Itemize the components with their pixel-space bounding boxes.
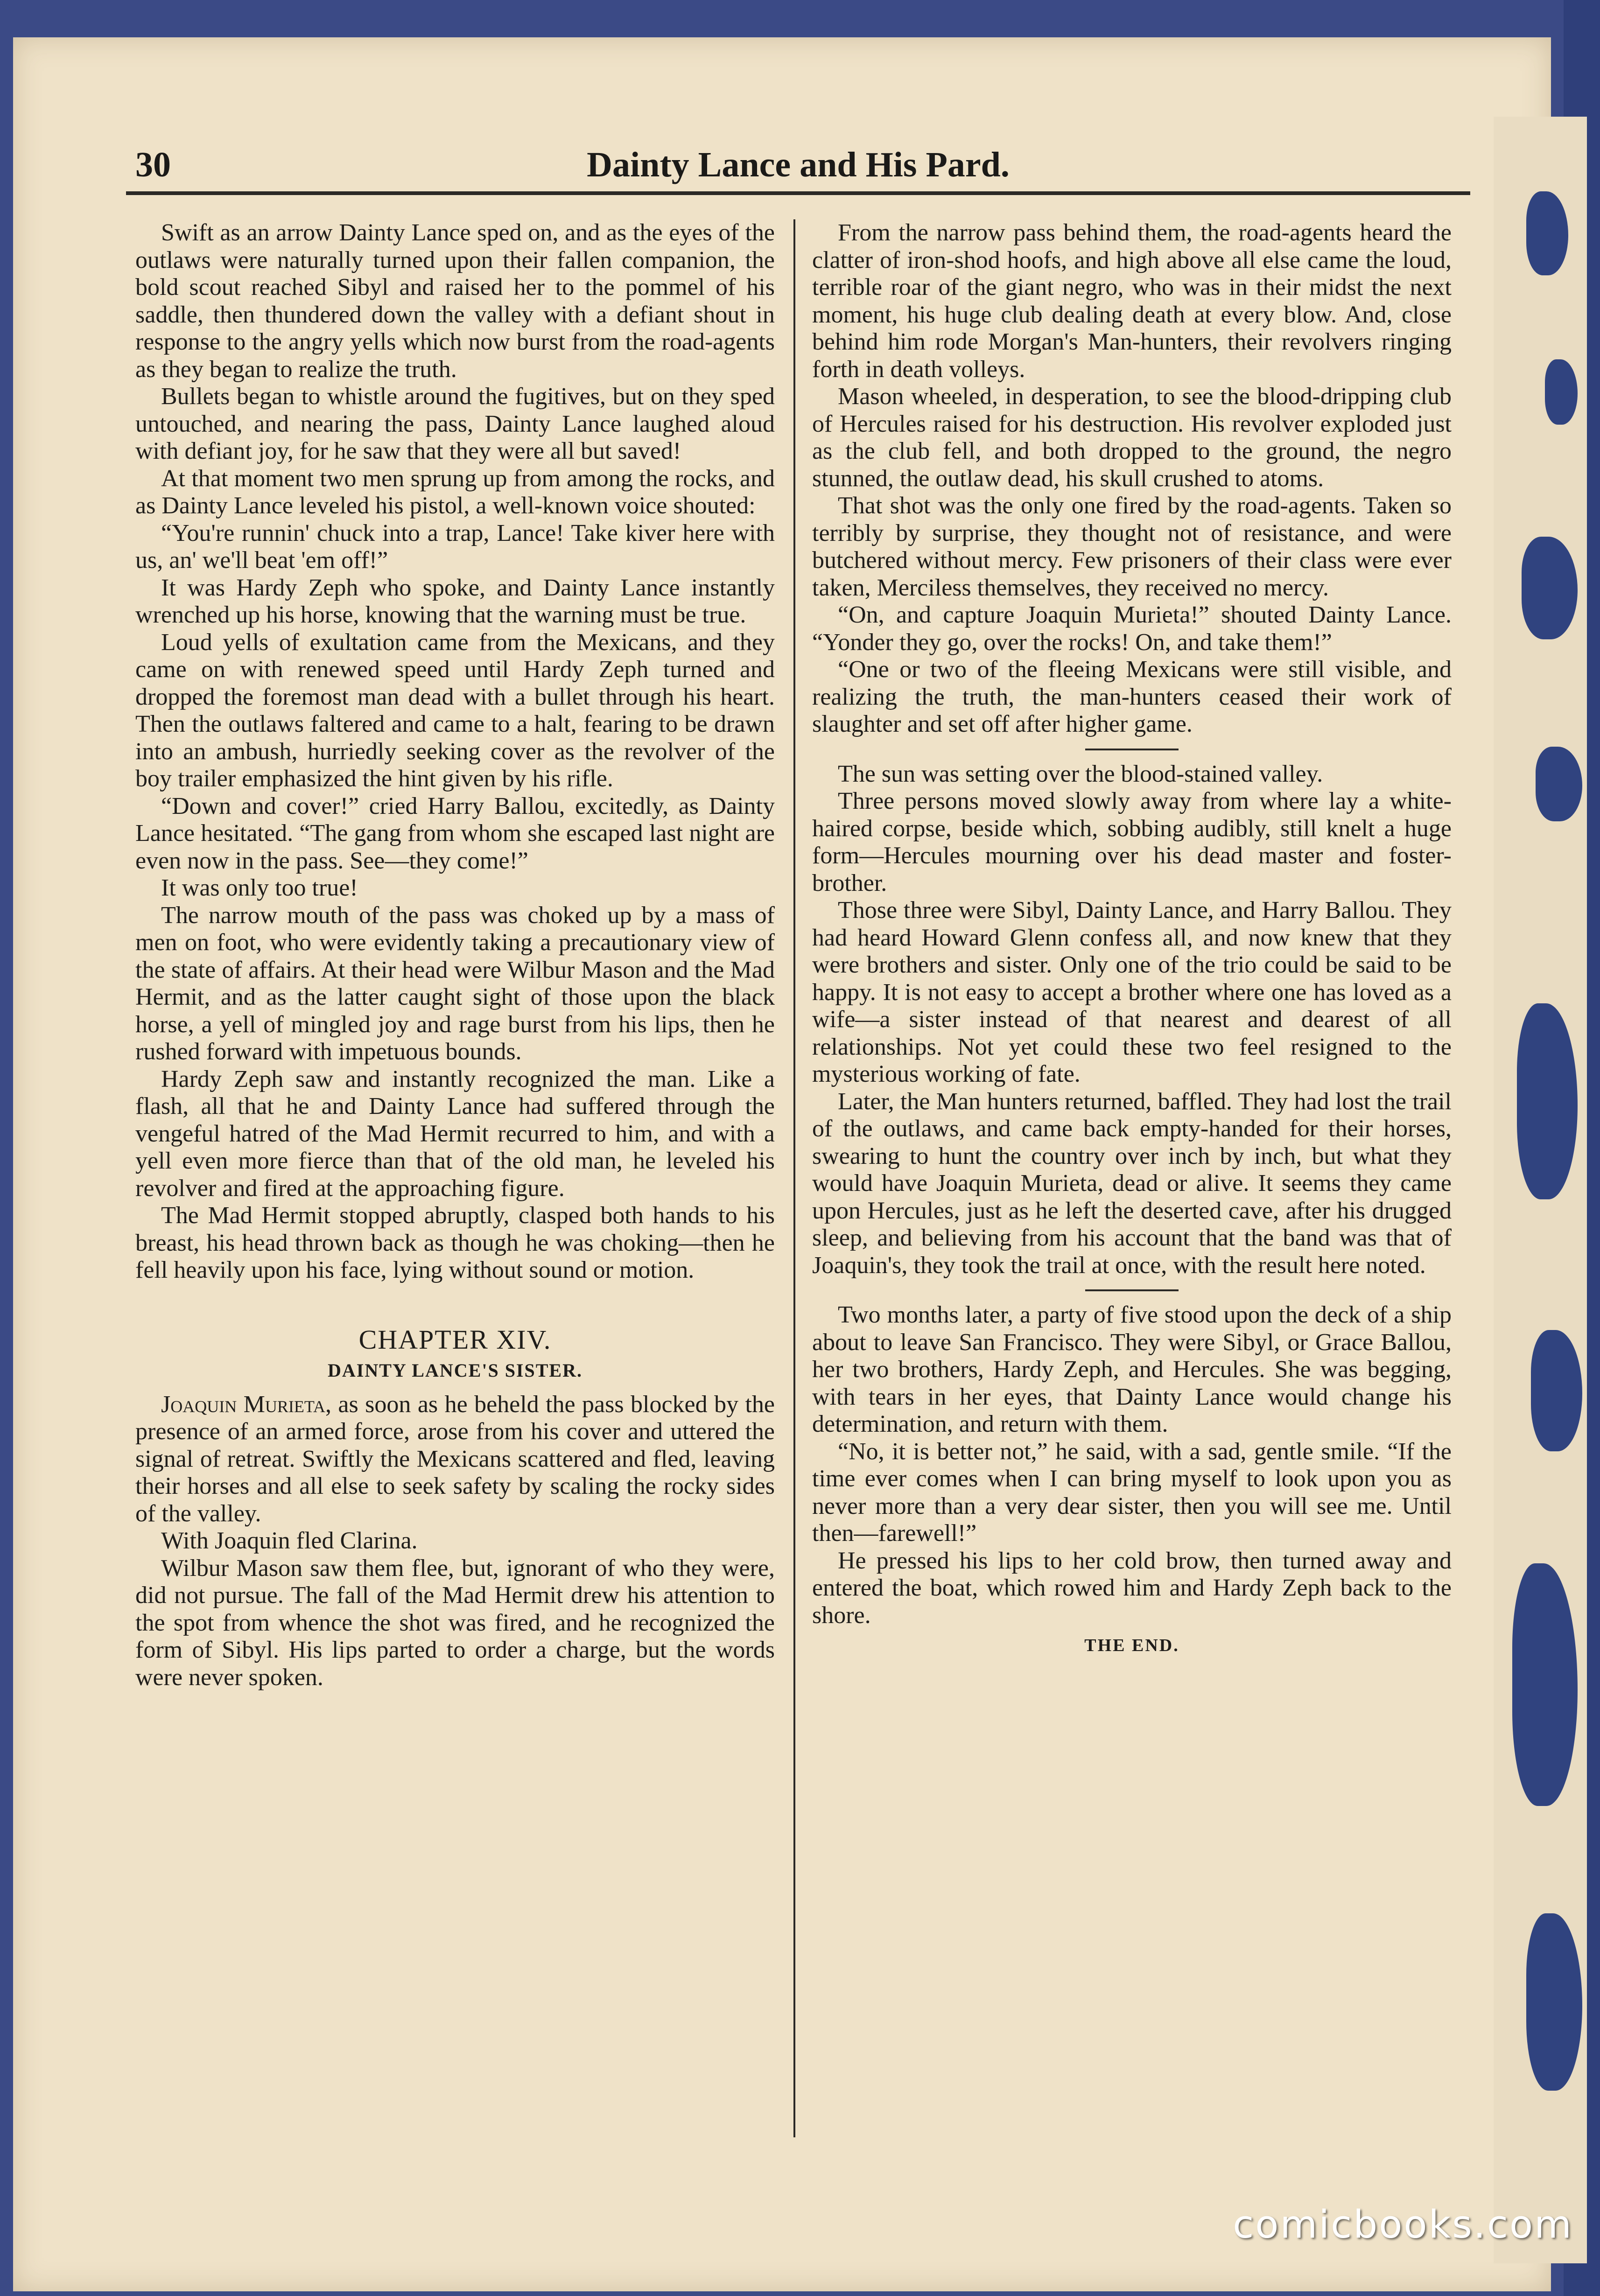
paragraph: “One or two of the fleeing Mexicans were still visible, and realizing the truth, the man-hunters ceased their work of slaughter and set off after higher game. [812,656,1452,737]
paragraph: “No, it is better not,” he said, with a sad, gentle smile. “If the time ever comes when I can bring myself to look upon you as never more than a very dear sister, then you will see me. Until then—farewell!” [812,1438,1452,1547]
right-column [812,219,1452,2142]
section-separator [1085,1289,1179,1291]
chapter-lead-words: Joaquin Murieta, [161,1391,331,1418]
paragraph: The sun was setting over the blood-stained valley. [838,760,1323,787]
paragraph: With Joaquin fled Clarina. [161,1527,418,1554]
site-watermark: comicbooks.com [1233,2203,1573,2247]
running-title: Dainty Lance and His Pard. [587,145,1010,184]
paragraph: Mason wheeled, in desperation, to see the blood-dripping club of Hercules raised for his destruction. His revolver exploded just as the club fell, and both dropped to the ground, the negro stunned, the outlaw dead, his skull crushed to atoms. [812,383,1452,492]
left-column [135,219,775,2142]
chapter-opening-text: as soon as he beheld the pass blocked by the presence of an armed force, arose from his cover and uttered the signal of retreat. Swiftly the Mexicans scattered and fled, leaving their horses and all else to seek safety by scaling the rocky sides of the valley. [135,1391,775,1527]
paragraph: The narrow mouth of the pass was choked up by a mass of men on foot, who were evidently taking a precautionary view of the state of affairs. At their head were Wilbur Mason and the Mad Hermit, and as the latter caught sight of those upon the black horse, a yell of mingled joy and rage burst from his lips, then he rushed forward with impetuous bounds. [135,902,775,1065]
paragraph: Two months later, a party of five stood upon the deck of a ship about to leave San Francisco. They were Sibyl, or Grace Ballou, her two brothers, Hardy Zeph, and Hercules. She was begging, with tears in her eyes, that Dainty Lance would change his determination, and return with them. [812,1302,1452,1437]
the-end-mark: THE END. [1084,1636,1179,1655]
paragraph: Swift as an arrow Dainty Lance sped on, and as the eyes of the outlaws were naturally turned upon their fallen companion, the bold scout reached Sibyl and raised her to the pommel of his saddle, then thundered down the valley with a defiant shout in response to the angry yells which now burst from the road-agents as they began to realize the truth. [135,219,775,383]
page-header [126,135,1470,191]
column-divider [793,219,795,2137]
paragraph: “You're runnin' chuck into a trap, Lance! Take kiver here with us, an' we'll beat 'em off!” [135,519,775,574]
paragraph: It was only too true! [161,875,358,901]
paragraph: He pressed his lips to her cold brow, then turned away and entered the boat, which rowed him and Hardy Zeph back to the shore. [812,1547,1452,1629]
torn-page-edge [1494,117,1587,2263]
paragraph: Loud yells of exultation came from the Mexicans, and they came on with renewed speed until Hardy Zeph turned and dropped the foremost man dead with a bullet through his heart. Then the outlaws faltered and came to a halt, fearing to be drawn into an ambush, hurriedly seeking cover as the revolver of the boy trailer emphasized the hint given by his rifle. [135,629,775,792]
paragraph: That shot was the only one fired by the road-agents. Taken so terribly by surprise, they thought not of resistance, and were butchered without mercy. Few prisoners of their class were ever taken, Merciless themselves, they received no mercy. [812,492,1452,601]
paragraph: Later, the Man hunters returned, baffled. They had lost the trail of the outlaws, and came back empty-handed for their horses, swearing to hunt the country over inch by inch, but what they would have Joaquin Murieta, dead or alive. It seems they came upon Hercules, just as he left the deserted cave, after his drugged sleep, and believing from his account that the band was that of Joaquin's, they took the trail at once, with the result here noted. [812,1088,1452,1279]
paragraph: “On, and capture Joaquin Murieta!” shouted Dainty Lance. “Yonder they go, over the rocks! On, and take them!” [812,602,1452,656]
paragraph: The Mad Hermit stopped abruptly, clasped both hands to his breast, his head thrown back as though he was choking—then he fell heavily upon his face, lying without sound or motion. [135,1202,775,1283]
paragraph: Wilbur Mason saw them flee, but, ignorant of who they were, did not pursue. The fall of the Mad Hermit drew his attention to the spot from whence the shot was fired, and he recognized the form of Sibyl. His lips parted to order a charge, but the words were never spoken. [135,1554,775,1691]
paragraph: Hardy Zeph saw and instantly recognized the man. Like a flash, all that he and Dainty Lance had suffered through the vengeful hatred of the Mad Hermit recurred to him, and with a yell even more fierce than that of the old man, he leveled his revolver and fired at the approaching figure. [135,1065,775,1202]
header-rule [126,191,1470,195]
section-separator [1085,749,1179,750]
paragraph: It was Hardy Zeph who spoke, and Dainty Lance instantly wrenched up his horse, knowing that the warning must be true. [135,574,775,628]
chapter-subtitle: DAINTY LANCE'S SISTER. [328,1360,582,1381]
paragraph: From the narrow pass behind them, the road-agents heard the clatter of iron-shod hoofs, and high above all else came the loud, terrible roar of the giant negro, who was in their midst the next moment, his huge club dealing death at every blow. And, close behind him rode Morgan's Man-hunters, their revolvers ringing forth in death volleys. [812,219,1452,383]
paragraph: Those three were Sibyl, Dainty Lance, and Harry Ballou. They had heard Howard Glenn confess all, and now knew that they were brothers and sister. Only one of the trio could be said to be happy. It is not easy to accept a brother where one has loved as a wife—a sister instead of that nearest and dearest of all relationships. Not yet could these two feel resigned to the mysterious working of fate. [812,897,1452,1087]
chapter-opening-paragraph [135,1391,775,1528]
chapter-heading: CHAPTER XIV. [358,1324,552,1355]
paragraph: Three persons moved slowly away from where lay a white-haired corpse, beside which, sobbing audibly, still knelt a huge form—Hercules mourning over his dead master and foster-brother. [812,788,1452,896]
paragraph: “Down and cover!” cried Harry Ballou, excitedly, as Dainty Lance hesitated. “The gang from whom she escaped last night are even now in the pass. See—they come!” [135,792,775,874]
paragraph: Bullets began to whistle around the fugitives, but on they sped untouched, and nearing the pass, Dainty Lance laughed aloud with defiant joy, for he saw that they were all but saved! [135,383,775,464]
paragraph: At that moment two men sprung up from among the rocks, and as Dainty Lance leveled his pistol, a well-known voice shouted: [135,465,775,519]
page-number: 30 [135,145,171,184]
